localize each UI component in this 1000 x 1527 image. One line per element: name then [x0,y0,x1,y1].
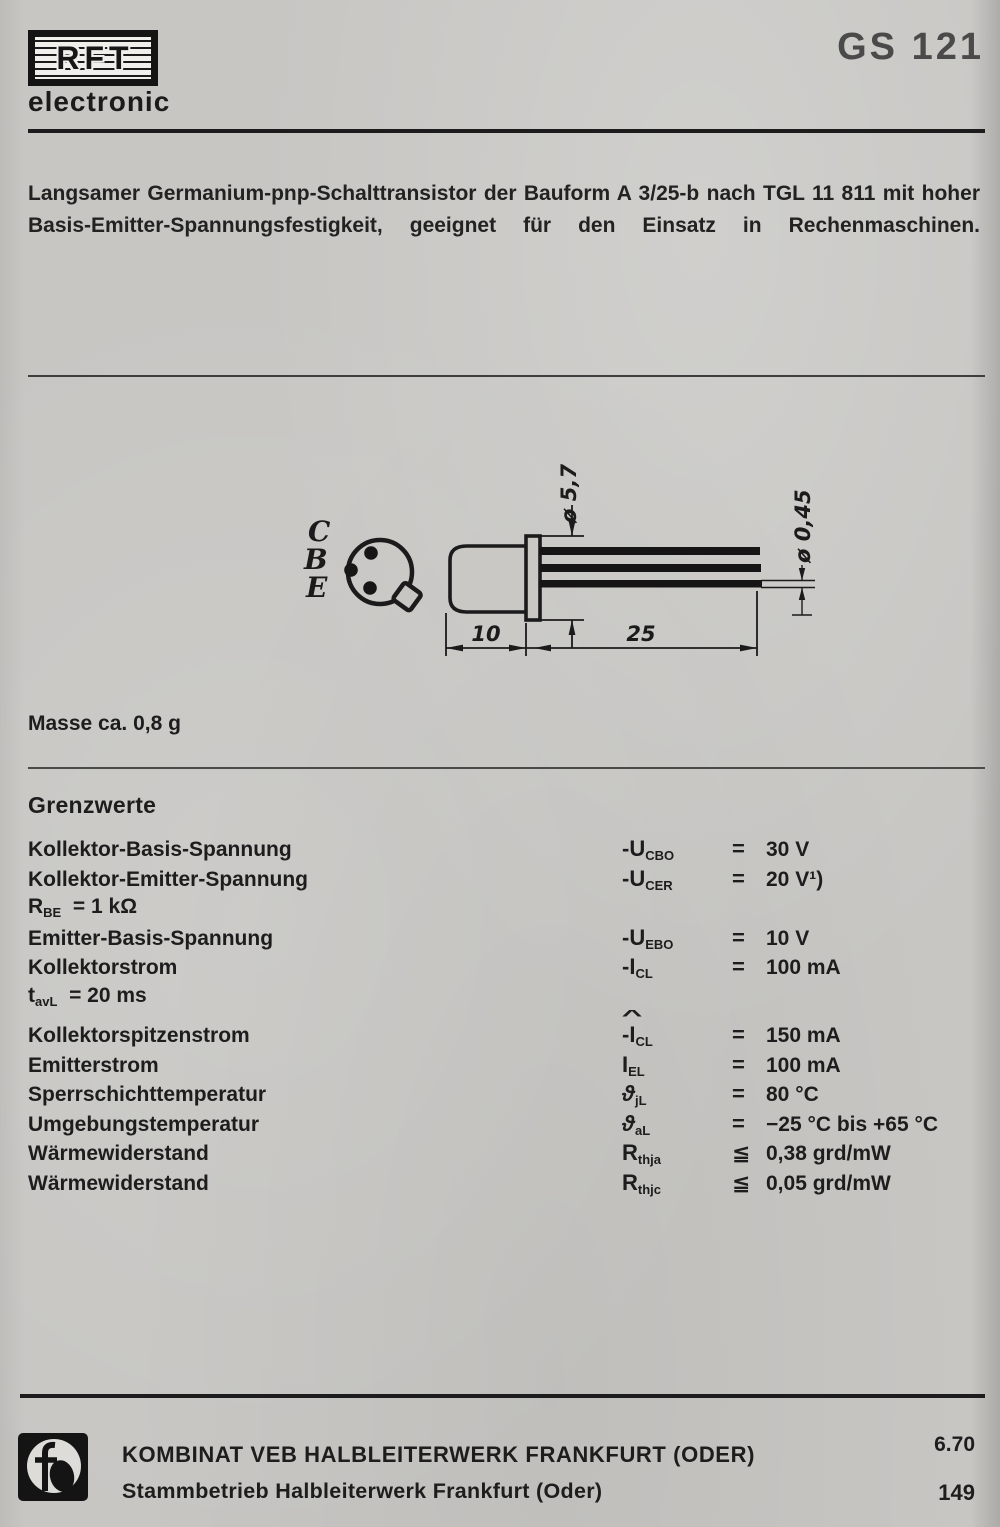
manufacturer-logo-icon [18,1433,88,1501]
pin-dot-e [363,581,377,595]
pin-label-b: B [304,543,328,576]
pin-label-e: E [306,571,328,604]
footer-page-number: 149 [938,1480,975,1505]
limit-symbol: $-I_{CL}$ [622,954,653,981]
table-condition-row [0,984,1000,1014]
limit-label: Wärmewiderstand [28,1142,209,1165]
table-row [0,866,1000,896]
limit-value: 80 °C [766,1083,819,1106]
product-code: GS 121 [837,26,984,68]
table-row [0,954,1000,984]
pin-dot-c [364,546,378,560]
limit-symbol: $I_{EL}$ [622,1051,645,1079]
footer-company-line1: KOMBINAT VEB HALBLEITERWERK FRANKFURT (ODER) [122,1442,755,1467]
limit-label: Wärmewiderstand [28,1171,209,1195]
dim-label-body-length: 10 [471,622,501,646]
limit-relation: = [732,865,745,891]
lead-2 [540,564,761,572]
description-paragraph: Langsamer Germanium-pnp-Schalttransistor der Bauform A 3/25-b nach TGL 11 811 mit hoher Basis-Emitter-Spannungsfestigkeit, geeignet für den Einsatz in Rechenmaschinen. [28,182,980,237]
limit-condition: $R_{BE} = 1$ kΩ [28,895,138,920]
limit-symbol: $-U_{CER}$ [622,865,673,893]
limit-value: 100 mA [766,956,841,979]
limit-relation: = [732,954,745,979]
package-drawing [278,445,1000,677]
limit-symbol: - ^ $I_{CL}$ [621,1007,653,1049]
footer-date-code: 6.70 [934,1433,975,1456]
rft-logo [28,30,158,86]
table-row [0,1052,1000,1082]
limit-relation: ≦ [732,1140,751,1165]
table-row [0,1081,1000,1111]
limit-relation: ≦ [732,1169,751,1195]
limit-symbol: $-U_{CBO}$ [622,836,675,863]
table-condition-row [0,895,1000,925]
divider-footer [20,1394,985,1398]
limit-value: 0,05 grd/mW [766,1171,891,1195]
limit-label: Emitter-Basis-Spannung [28,926,274,950]
limit-symbol: $ϑ_{jL}$ [622,1081,647,1108]
limit-relation: = [732,1081,745,1106]
limit-relation: = [732,924,745,950]
limit-symbol: $-U_{EBO}$ [622,924,674,952]
table-row [0,925,1000,955]
limit-value: 150 mA [766,1024,841,1047]
lead-3 [540,580,762,588]
limit-symbol: $R_{thja}$ [622,1140,662,1167]
limit-label: Emitterstrom [28,1053,159,1077]
limit-value: −25 °C bis +65 °C [766,1112,939,1136]
table-row [0,1170,1000,1200]
limit-value: 0,38 grd/mW [766,1142,891,1165]
limit-condition: $t_{avL} = 20$ ms [28,983,147,1009]
limit-value: 20 V¹) [766,867,824,891]
limit-label: Kollektorstrom [28,956,178,979]
table-row [0,1007,1000,1052]
limit-value: 10 V [766,926,810,950]
limit-relation: = [732,1022,745,1047]
limit-value: 30 V [766,838,810,861]
limit-symbol: $ϑ_{aL}$ [622,1110,651,1138]
limit-relation: = [732,1051,745,1077]
rft-logo-text: RFT [56,40,134,76]
table-row [0,836,1000,866]
limit-label: Kollektorspitzenstrom [28,1024,250,1047]
pin-dot-b [344,563,358,577]
table-row [0,1111,1000,1141]
dim-label-flange-diameter: ø 5,7 [557,464,581,523]
package-side-view [450,536,762,620]
divider-description [28,375,985,377]
dim-lead-diameter [761,565,815,615]
index-notch [392,582,421,611]
limit-relation: = [732,1110,745,1136]
limit-label: Umgebungstemperatur [28,1112,260,1136]
dim-label-lead-diameter: ø 0,45 [791,489,815,563]
divider-top [28,129,985,133]
table-row [0,1140,1000,1170]
dim-flange-diameter [540,505,584,648]
limit-relation: = [732,836,745,861]
limits-table [0,836,1000,1199]
pinout-bottom-view [344,540,422,611]
limit-value: 100 mA [766,1053,841,1077]
limits-heading: Grenzwerte [28,792,157,818]
mass-note: Masse ca. 0,8 g [28,712,181,735]
flange [526,536,540,620]
limit-label: Sperrschichttemperatur [28,1083,267,1106]
limit-label: Kollektor-Basis-Spannung [28,838,292,861]
dim-label-lead-length: 25 [626,622,656,646]
brand-subtitle: electronic [28,86,171,117]
footer-company-line2: Stammbetrieb Halbleiterwerk Frankfurt (Oder) [122,1479,603,1503]
limit-label: Kollektor-Emitter-Spannung [28,867,309,891]
lead-1 [540,547,760,555]
pin-label-c: C [308,515,331,548]
divider-limits [28,767,985,769]
limit-symbol: $R_{thjc}$ [622,1169,662,1197]
